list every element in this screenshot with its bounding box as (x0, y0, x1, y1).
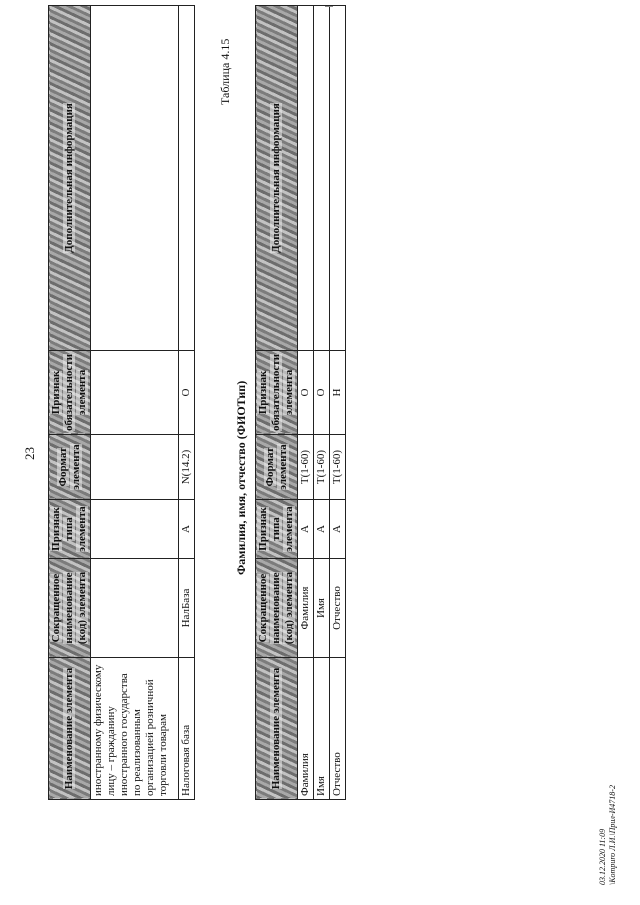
cell-required: Н (330, 350, 346, 434)
header-extra: Дополнительная информация (49, 6, 91, 351)
header-name: Наименование элемента (49, 658, 91, 800)
cell-name: Фамилия (298, 658, 314, 800)
header-required: Признак обязательности элемента (49, 350, 91, 434)
cell-type: А (330, 500, 346, 559)
cell-required: О (179, 350, 195, 434)
header-required: Признак обязательности элемента (256, 350, 298, 434)
header-type-sign: Признак типа элемента (49, 500, 91, 559)
cell-short-name: Фамилия (298, 559, 314, 658)
header-name: Наименование элемента (256, 658, 298, 800)
cell-format: N(14.2) (179, 435, 195, 500)
cell-name: Имя (314, 658, 330, 800)
cell-format: T(1-60) (314, 435, 330, 500)
header-format: Формат элемента (49, 435, 91, 500)
cell-name: Отчество (330, 658, 346, 800)
table-row (179, 6, 195, 800)
cell-type: А (298, 500, 314, 559)
table-header-row (49, 6, 91, 800)
cell-extra (314, 6, 330, 351)
cell-required: О (314, 350, 330, 434)
cell-name: иностранному физическому лицу – гражданину иностранного государства по реализованным организацией розничной торговли товарам (91, 658, 179, 800)
table-caption: Таблица 4.15 (218, 38, 232, 105)
margin-mark (325, 6, 333, 7)
cell-extra (298, 6, 314, 351)
table-row (91, 6, 179, 800)
table-title: Фамилия, имя, отчество (ФИОТип) (234, 380, 248, 575)
header-short-name: Сокращенное наименование (код) элемента (256, 559, 298, 658)
page-number: 23 (22, 447, 37, 460)
cell-format (91, 435, 179, 500)
table-row (314, 6, 330, 800)
table-row (330, 6, 346, 800)
cell-type (91, 500, 179, 559)
header-type-sign: Признак типа элемента (256, 500, 298, 559)
table-row (298, 6, 314, 800)
cell-short-name: НалБаза (179, 559, 195, 658)
stamp-line-1: 03.12.2020 11:09 (598, 828, 607, 885)
fio-table (255, 5, 346, 800)
table-header-row (256, 6, 298, 800)
stamp-line-2: \Kompuro Л.И.\Прил-И4718-2 (608, 785, 617, 885)
elements-table-continued (48, 5, 195, 800)
cell-type: А (179, 500, 195, 559)
cell-name: Налоговая база (179, 658, 195, 800)
cell-extra (91, 6, 179, 351)
cell-format: T(1-60) (330, 435, 346, 500)
footer-stamp (598, 785, 618, 885)
cell-type: А (314, 500, 330, 559)
cell-required (91, 350, 179, 434)
cell-extra (179, 6, 195, 351)
cell-short-name: Отчество (330, 559, 346, 658)
cell-format: T(1-60) (298, 435, 314, 500)
header-format: Формат элемента (256, 435, 298, 500)
header-extra: Дополнительная информация (256, 6, 298, 351)
cell-required: О (298, 350, 314, 434)
cell-short-name: Имя (314, 559, 330, 658)
header-short-name: Сокращенное наименование (код) элемента (49, 559, 91, 658)
cell-extra (330, 6, 346, 351)
cell-short-name (91, 559, 179, 658)
